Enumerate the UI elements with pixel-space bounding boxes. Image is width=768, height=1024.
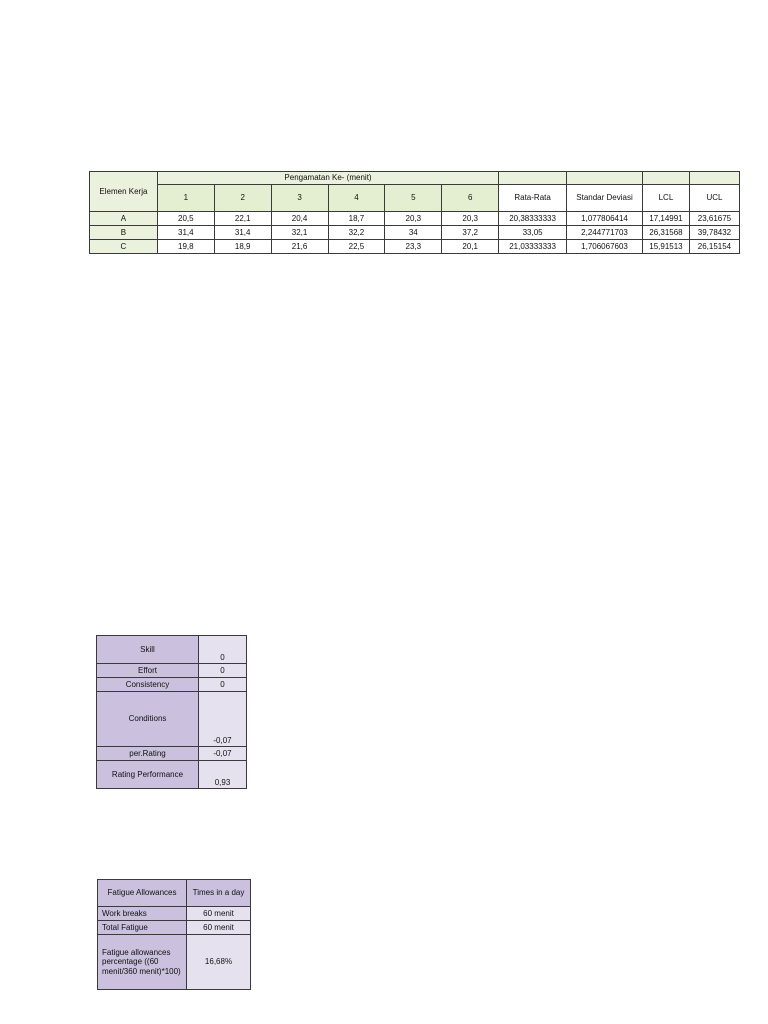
rating-value-performance: 0,93: [199, 761, 247, 789]
table-row: [90, 240, 740, 254]
rating-value-skill: 0: [199, 636, 247, 664]
rating-value-per-rating: -0,07: [199, 747, 247, 761]
stat-value-cell: 26,15154: [689, 240, 739, 254]
obs-value-cell: 31,4: [157, 226, 214, 240]
obs-number-header: 4: [328, 185, 385, 212]
obs-value-cell: 20,3: [385, 212, 442, 226]
stat-value-cell: 17,14991: [642, 212, 689, 226]
fatigue-label-total: Total Fatigue: [98, 921, 187, 935]
blank-header-cell: [567, 172, 643, 185]
obs-number-header: 1: [157, 185, 214, 212]
blank-header-cell: [689, 172, 739, 185]
row-label: B: [90, 226, 158, 240]
table-row: [97, 636, 247, 664]
obs-number-header: 5: [385, 185, 442, 212]
row-label: A: [90, 212, 158, 226]
table-row: [98, 880, 251, 907]
fatigue-header-label: Fatigue Allowances: [98, 880, 187, 907]
stat-value-cell: 39,78432: [689, 226, 739, 240]
rating-label-performance: Rating Performance: [97, 761, 199, 789]
obs-value-cell: 23,3: [385, 240, 442, 254]
stat-value-cell: 26,31568: [642, 226, 689, 240]
fatigue-value-work-breaks: 60 menit: [187, 907, 251, 921]
rating-label-effort: Effort: [97, 664, 199, 678]
fatigue-label-work-breaks: Work breaks: [98, 907, 187, 921]
obs-number-header: 3: [271, 185, 328, 212]
fatigue-value-percentage: 16,68%: [187, 935, 251, 990]
row-header-elemen-kerja: Elemen Kerja: [90, 172, 158, 212]
table-row: [98, 907, 251, 921]
fatigue-table: [97, 879, 251, 990]
obs-value-cell: 32,1: [271, 226, 328, 240]
fatigue-label-percentage: Fatigue allowances percentage ((60 menit/360 menit)*100): [98, 935, 187, 990]
obs-value-cell: 19,8: [157, 240, 214, 254]
fatigue-value-total: 60 menit: [187, 921, 251, 935]
rating-label-skill: Skill: [97, 636, 199, 664]
obs-value-cell: 18,7: [328, 212, 385, 226]
stat-header-stdev: Standar Deviasi: [567, 185, 643, 212]
rating-value-effort: 0: [199, 664, 247, 678]
obs-value-cell: 34: [385, 226, 442, 240]
row-label: C: [90, 240, 158, 254]
obs-value-cell: 20,3: [442, 212, 499, 226]
stat-header-ucl: UCL: [689, 185, 739, 212]
rating-label-conditions: Conditions: [97, 692, 199, 747]
table-row: [97, 747, 247, 761]
blank-header-cell: [642, 172, 689, 185]
table-row: [98, 935, 251, 990]
group-header-pengamatan: Pengamatan Ke- (menit): [157, 172, 498, 185]
rating-label-consistency: Consistency: [97, 678, 199, 692]
stat-header-lcl: LCL: [642, 185, 689, 212]
obs-number-header: 2: [214, 185, 271, 212]
obs-value-cell: 31,4: [214, 226, 271, 240]
blank-header-cell: [499, 172, 567, 185]
obs-value-cell: 20,5: [157, 212, 214, 226]
table-row: [98, 921, 251, 935]
rating-value-consistency: 0: [199, 678, 247, 692]
table-row: [90, 226, 740, 240]
obs-value-cell: 32,2: [328, 226, 385, 240]
fatigue-header-value: Times in a day: [187, 880, 251, 907]
obs-value-cell: 20,1: [442, 240, 499, 254]
observation-table: [89, 171, 740, 254]
table-row: [97, 692, 247, 747]
table-row: [97, 664, 247, 678]
stat-value-cell: 1,077806414: [567, 212, 643, 226]
obs-number-header: 6: [442, 185, 499, 212]
obs-value-cell: 20,4: [271, 212, 328, 226]
rating-table: [96, 635, 247, 789]
obs-value-cell: 22,1: [214, 212, 271, 226]
stat-value-cell: 33,05: [499, 226, 567, 240]
obs-value-cell: 37,2: [442, 226, 499, 240]
stat-value-cell: 1,706067603: [567, 240, 643, 254]
stat-value-cell: 2,244771703: [567, 226, 643, 240]
stat-header-mean: Rata-Rata: [499, 185, 567, 212]
obs-value-cell: 21,6: [271, 240, 328, 254]
stat-value-cell: 15,91513: [642, 240, 689, 254]
rating-value-conditions: -0,07: [199, 692, 247, 747]
rating-label-per-rating: per.Rating: [97, 747, 199, 761]
stat-value-cell: 21,03333333: [499, 240, 567, 254]
stat-value-cell: 23,61675: [689, 212, 739, 226]
obs-value-cell: 22,5: [328, 240, 385, 254]
table-row: [97, 761, 247, 789]
stat-value-cell: 20,38333333: [499, 212, 567, 226]
obs-value-cell: 18,9: [214, 240, 271, 254]
table-row: [97, 678, 247, 692]
table-row: [90, 212, 740, 226]
